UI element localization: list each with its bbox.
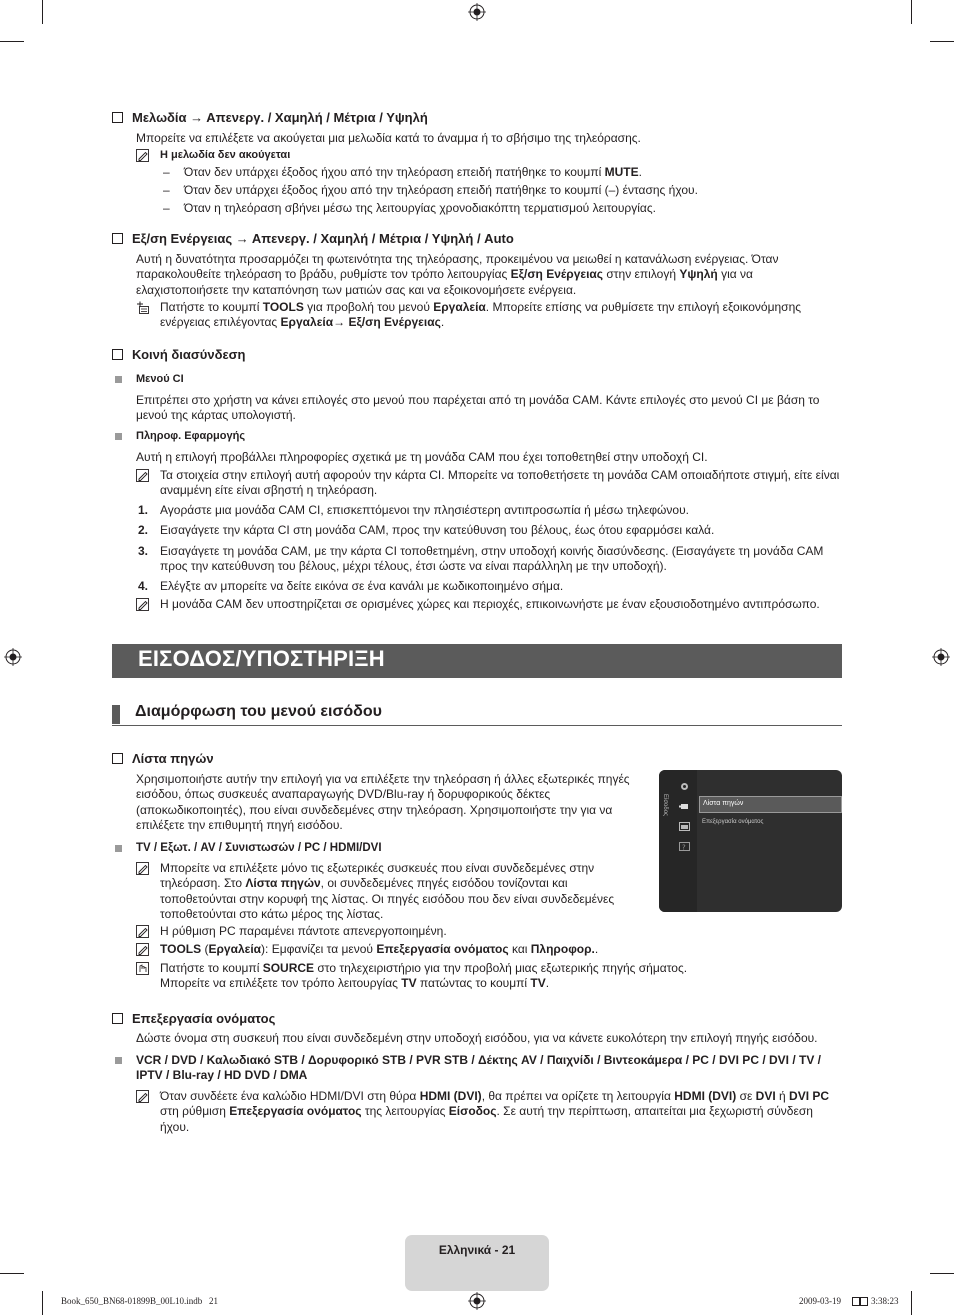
checkbox-bullet-icon <box>112 1013 123 1024</box>
ci-note-1: Τα στοιχεία στην επιλογή αυτή αφορούν την κάρτα CI. Μπορείτε να τοποθετήσετε τη μονάδα CAM οποιαδήποτε στιγμή, είτε είναι αναμμένη είτε είναι σβηστή η τηλεόραση. <box>160 468 840 498</box>
text: . Σε αυτή την περίπτωση, απαιτείται μια ξεχωριστή σύνδεση ήχου. <box>160 1104 813 1134</box>
text: στη ρύθμιση <box>160 1104 230 1119</box>
text: . Μπορείτε επίσης να ρυθμίσετε την επιλογή εξοικονόμησης ενέργειας επιλέγοντας <box>160 300 802 330</box>
ci-heading <box>112 347 246 363</box>
bold-text: Εξ/ση Ενέργειας <box>510 267 604 282</box>
gear-icon <box>679 781 690 792</box>
print-file-info: Book_650_BN68-01899B_00L10.indb 21 <box>61 1296 219 1306</box>
text: , οι συνδεδεμένες πηγές εισόδου τονίζονται και τοποθετούνται στην κορυφή της λίστας. Οι πηγές εισόδου που δεν είναι συνδεδεμένες τοποθετούνται στο κάτω μέρος της λίστας. <box>160 876 615 922</box>
section-heading: Διαμόρφωση του μενού εισόδου <box>135 703 382 720</box>
edit-name-description: Δώστε όνομα στη συσκευή που είναι συνδεδεμένη στην υποδοχή εισόδου, για να κάνετε ευκολότερη την επιλογή πηγής εισόδου. <box>136 1031 818 1045</box>
text: . <box>545 976 550 991</box>
checkbox-bullet-icon <box>112 233 123 244</box>
chapter-title: ΕΙΣΟΔΟΣ/ΥΠΟΣΤΗΡΙΞΗ <box>138 646 385 671</box>
text: και <box>508 942 531 956</box>
eco-heading <box>112 231 514 247</box>
note-icon <box>136 149 149 162</box>
edit-name-title: Επεξεργασία ονόματος <box>132 1011 276 1026</box>
dash-bullet: – <box>163 183 170 197</box>
tv-menu-sidebar <box>659 770 697 912</box>
page-number: Ελληνικά - 21 <box>438 1243 516 1257</box>
melody-item-2: Όταν δεν υπάρχει έξοδος ήχου από την τηλεόραση επειδή πατήθηκε το κουμπί (–) έντασης ήχου. <box>184 183 698 197</box>
heading-underline <box>112 725 842 726</box>
text: στο τηλεχειριστήριο για την προβολή μιας εξωτερικής πηγής σήματος. Μπορείτε να επιλέξετε τον τρόπο λειτουργίας <box>160 961 688 991</box>
text: Μπορείτε να επιλέξετε μόνο τις εξωτερικές συσκευές που είναι συνδεδεμένες στην τηλεόραση. Στο <box>160 861 595 891</box>
bold-text: TOOLS <box>160 942 202 956</box>
text: . <box>638 165 642 179</box>
registration-mark-icon <box>4 648 22 666</box>
print-date: 2009-03-19 <box>799 1296 841 1306</box>
heading-bar <box>112 705 120 724</box>
chapter-banner <box>112 644 842 678</box>
print-time: 3:38:23 <box>871 1296 899 1306</box>
bold-text: TV <box>401 976 417 991</box>
bold-text: Εργαλεία <box>433 300 486 314</box>
checkbox-bullet-icon <box>112 753 123 764</box>
edit-name-heading <box>112 1011 275 1027</box>
text: για προβολή του μενού <box>303 300 434 314</box>
eco-title: Εξ/ση Ενέργειας → Απενεργ. / Χαμηλή / Μέτρια / Υψηλή / Auto <box>132 231 514 246</box>
ci-info-description: Αυτή η επιλογή προβάλλει πληροφορίες σχετικά με τη μονάδα CAM που έχει τοποθετηθεί στην υποδοχή CI. <box>136 450 708 464</box>
text: σε <box>736 1089 756 1103</box>
application-icon <box>679 820 690 829</box>
support-icon <box>679 840 690 849</box>
step-number: 2. <box>138 523 149 537</box>
edit-name-note <box>160 1089 841 1135</box>
dash-bullet: – <box>163 201 170 215</box>
text: . <box>440 315 445 330</box>
note-icon <box>136 862 149 875</box>
text: Πατήστε το κουμπί <box>160 961 263 975</box>
bold-text: Πληροφορ. <box>530 942 595 956</box>
remote-button-icon <box>136 962 149 975</box>
source-note-1 <box>160 861 630 923</box>
melody-note-title: Η μελωδία δεν ακούγεται <box>160 149 291 161</box>
svg-text:?: ? <box>682 843 686 851</box>
melody-item-1 <box>184 165 642 180</box>
bold-text: SOURCE <box>262 961 315 975</box>
bold-text: Επεξεργασία ονόματος <box>376 942 509 956</box>
glyph-box-icon <box>860 1297 868 1306</box>
source-heading <box>112 751 214 767</box>
dash-bullet: – <box>163 165 170 179</box>
tools-icon <box>136 301 149 314</box>
bold-text: DVI <box>755 1089 776 1103</box>
bold-text: Εργαλεία→ Εξ/ση Ενέργειας <box>280 315 441 330</box>
registration-mark-icon <box>468 1292 486 1310</box>
bold-text: DVI PC <box>789 1089 830 1103</box>
melody-heading <box>112 110 428 126</box>
source-title: Λίστα πηγών <box>132 751 214 766</box>
text: της λειτουργίας <box>361 1104 449 1119</box>
eco-tools-note <box>160 300 841 331</box>
step-text: Ελέγξτε αν μπορείτε να δείτε εικόνα σε ένα κανάλι με κωδικοποιημένο σήμα. <box>160 579 564 593</box>
source-note-3 <box>160 942 841 957</box>
text: ( <box>201 942 209 956</box>
bold-text: Επεξεργασία ονόματος <box>229 1104 362 1119</box>
source-note-2: Η ρύθμιση PC παραμένει πάντοτε απενεργοποιημένη. <box>160 924 447 938</box>
tv-menu-item-edit-name[interactable]: Επεξεργασία ονόματος <box>702 819 764 825</box>
text: για να ελαχιστοποιήσετε την καταπόνηση των ματιών σας και να εξοικονομήσετε ενέργεια. <box>136 267 753 297</box>
registration-mark-icon <box>932 648 950 666</box>
edit-name-list: VCR / DVD / Καλωδιακό STB / Δορυφορικό STB / PVR STB / Δέκτης AV / Παιχνίδι / Βιντεοκάμερα / PC / DVI PC / DVI / TV / IPTV / Blu-ray / HD DVD / DMA <box>136 1053 821 1083</box>
square-bullet-icon <box>115 376 122 383</box>
square-bullet-icon <box>115 433 122 440</box>
bold-text: TOOLS <box>262 300 304 314</box>
bold-text: HDMI (DVI) <box>419 1089 482 1103</box>
checkbox-bullet-icon <box>112 349 123 360</box>
glyph-box-icon <box>852 1297 860 1306</box>
melody-title: Μελωδία → Απενεργ. / Χαμηλή / Μέτρια / Υψηλή <box>132 110 428 125</box>
ci-info-label: Πληροφ. Εφαρμογής <box>136 430 246 442</box>
step-number: 3. <box>138 544 149 558</box>
text: στην επιλογή <box>603 267 680 282</box>
source-description: Χρησιμοποιήστε αυτήν την επιλογή για να επιλέξετε την τηλεόραση ή άλλες εξωτερικές πηγές εισόδου, όπως συσκευές αναπαραγωγής DVD/Blu-ray ή δορυφορικούς δέκτες (αποκωδικοποιητές), που είναι συνδεδεμένες στην τηλεόραση. Χρησιμοποιήστε την για να επιλέξετε την επιθυμητή πηγή εισόδου. <box>136 772 630 833</box>
mute-label: MUTE <box>604 165 639 179</box>
step-number: 1. <box>138 503 149 517</box>
note-icon <box>136 469 149 482</box>
ci-note-2: Η μονάδα CAM δεν υποστηρίζεται σε ορισμένες χώρες και περιοχές, επικοινωνήστε με έναν εξουσιοδοτημένο αντιπρόσωπο. <box>160 597 820 611</box>
source-sub-label: TV / Εξωτ. / AV / Συνιστωσών / PC / HDMI/DVI <box>136 842 382 854</box>
input-plug-icon <box>679 800 690 809</box>
note-icon <box>136 1090 149 1103</box>
text: . <box>594 942 599 956</box>
checkbox-bullet-icon <box>112 112 123 123</box>
bold-text: TV <box>530 976 546 991</box>
tv-menu-screenshot <box>659 770 842 912</box>
note-icon <box>136 598 149 611</box>
square-bullet-icon <box>115 1057 122 1064</box>
registration-mark-icon <box>468 3 486 21</box>
bold-text: Λίστα πηγών <box>245 876 321 891</box>
text: Όταν δεν υπάρχει έξοδος ήχου από την τηλεόραση επειδή πατήθηκε το κουμπί <box>184 165 605 179</box>
eco-description <box>136 252 841 298</box>
bold-text: HDMI (DVI) <box>674 1089 737 1103</box>
bold-text: Είσοδος <box>448 1104 497 1119</box>
tv-menu-item-label: Λίστα πηγών <box>703 800 744 807</box>
ci-menu-label: Μενού CI <box>136 373 184 385</box>
step-text: Αγοράστε μια μονάδα CAM CI, επισκεπτόμενοι την πλησιέστερη αντιπροσωπία ή μέσω τηλεφώνου. <box>160 503 689 517</box>
bold-text: Εργαλεία <box>208 942 262 956</box>
tv-menu-item-source-list[interactable] <box>699 796 842 813</box>
text: Πατήστε το κουμπί <box>160 300 263 314</box>
note-icon <box>136 943 149 956</box>
page-number-box <box>405 1235 549 1291</box>
step-text: Εισαγάγετε την κάρτα CI στη μονάδα CAM, προς την κατεύθυνση του βέλους, έως ότου εφαρμόσει καλά. <box>160 523 715 537</box>
text: ): Εμφανίζει τα μενού <box>261 942 377 956</box>
text: ή <box>775 1089 790 1103</box>
ci-menu-description: Επιτρέπει στο χρήστη να κάνει επιλογές στο μενού που παρέχεται από τη μονάδα CAM. Κάντε επιλογές στο μενού CI με βάση το μενού της κάρτας υπολογιστή. <box>136 393 820 423</box>
text: πατώντας το κουμπί <box>416 976 531 991</box>
text: Αυτή η δυνατότητα προσαρμόζει τη φωτεινότητα της τηλεόρασης, προκειμένου να μειωθεί η κατανάλωση ενέργειας. Όταν παρακολουθείτε τηλεόραση το βράδυ, ρυθμίστε τον τρόπο λειτουργίας <box>136 252 779 282</box>
melody-description: Μπορείτε να επιλέξετε να ακούγεται μια μελωδία κατά το άναμμα ή το σβήσιμο της τηλεόρασης. <box>136 131 641 145</box>
source-note-4 <box>160 961 720 992</box>
step-number: 4. <box>138 579 149 593</box>
tv-menu-side-label: Είσοδος <box>662 794 668 816</box>
square-bullet-icon <box>115 845 122 852</box>
text: Όταν συνδέετε ένα καλώδιο HDMI/DVI στη θύρα <box>160 1089 420 1103</box>
text: , θα πρέπει να ορίζετε τη λειτουργία <box>481 1089 675 1103</box>
ci-title: Κοινή διασύνδεση <box>132 347 246 362</box>
step-text: Εισαγάγετε τη μονάδα CAM, με την κάρτα CI τοποθετημένη, στην υποδοχή κοινής διασύνδεσης. (Εισαγάγετε τη μονάδα CAM προς την κατεύθυνση του βέλους, μέχρι τέλους, έτσι ώστε να είναι παράλληλη με την υποδοχή). <box>160 544 824 574</box>
melody-item-3: Όταν η τηλεόραση σβήνει μέσω της λειτουργίας χρονοδιακόπτη τερματισμού λειτουργίας. <box>184 201 656 215</box>
note-icon <box>136 925 149 938</box>
bold-text: Υψηλή <box>679 267 718 282</box>
